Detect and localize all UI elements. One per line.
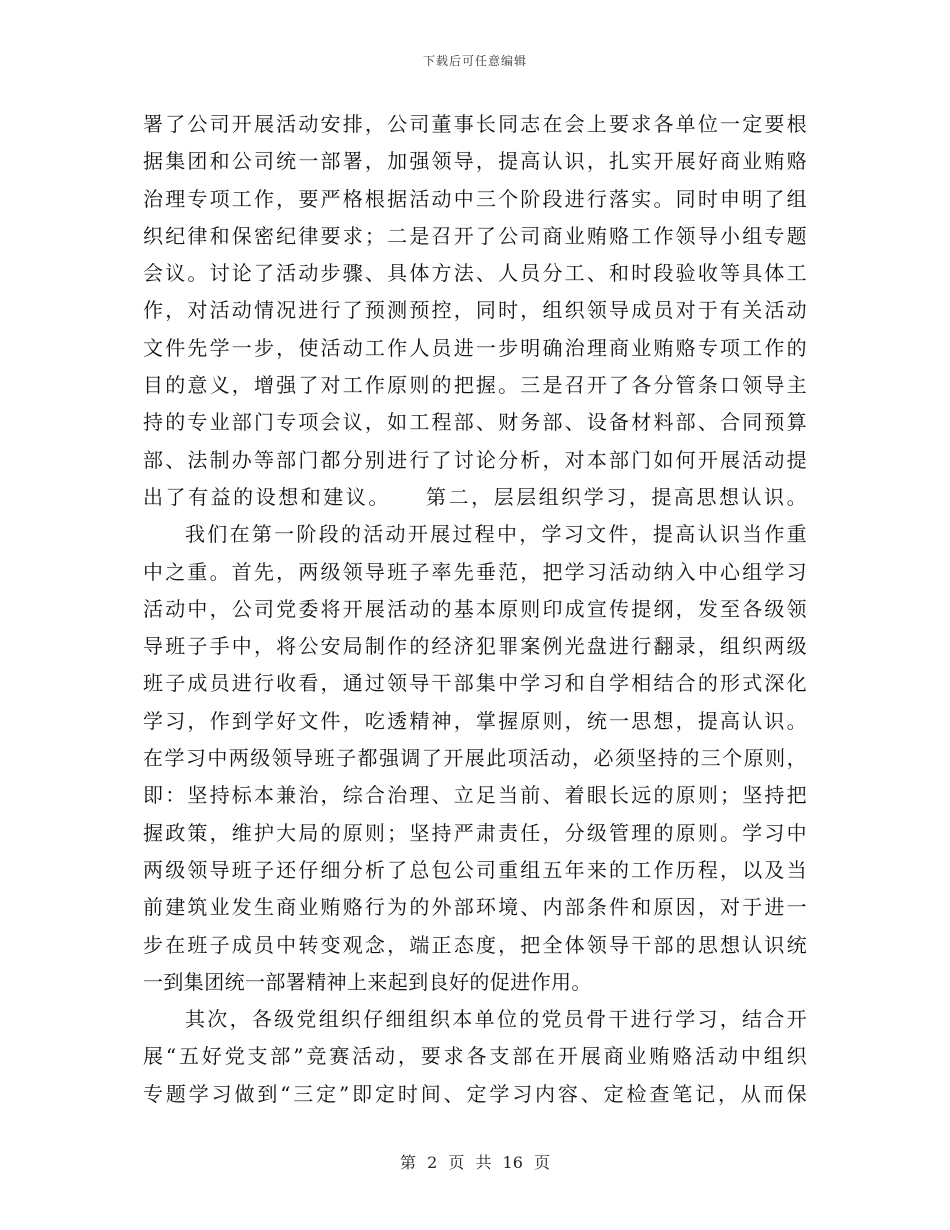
- text-line: 文件先学一步，使活动工作人员进一步明确治理商业贿赂专项工作的: [143, 335, 807, 360]
- text-line: 作，对活动情况进行了预测预控，同时，组织领导成员对于有关活动: [143, 298, 807, 323]
- paragraph-end-line: 一到集团统一部署精神上来起到良好的促进作用。: [143, 969, 592, 994]
- text-line: 前建筑业发生商业贿赂行为的外部环境、内部条件和原因，对于进一: [143, 895, 807, 920]
- text-line: 出了有益的设想和建议。 第二，层层组织学习，提高思想认识。: [143, 484, 807, 509]
- header-note: 下载后可任意编辑: [422, 54, 527, 68]
- text-line: 中之重。首先，两级领导班子率先垂范，把学习活动纳入中心组学习: [143, 559, 807, 584]
- text-line: 署了公司开展活动安排，公司董事长同志在会上要求各单位一定要根: [143, 112, 807, 136]
- text-line: 专题学习做到“三定”即定时间、定学习内容、定检查笔记，从而保: [143, 1081, 807, 1106]
- text-line: 班子成员进行收看，通过领导干部集中学习和自学相结合的形式深化: [143, 671, 807, 696]
- text-line: 部、法制办等部门都分别进行了讨论分析，对本部门如何开展活动提: [143, 447, 807, 472]
- text-line: 即：坚持标本兼治，综合治理、立足当前、着眼长远的原则；坚持把: [143, 783, 807, 808]
- text-line: 在学习中两级领导班子都强调了开展此项活动，必须坚持的三个原则，: [143, 746, 807, 771]
- text-line: 治理专项工作，要严格根据活动中三个阶段进行落实。同时申明了组: [143, 186, 807, 211]
- body-text: [143, 106, 807, 1113]
- text-line: 织纪律和保密纪律要求；二是召开了公司商业贿赂工作领导小组专题: [143, 223, 807, 248]
- text-line: 会议。讨论了活动步骤、具体方法、人员分工、和时段验收等具体工: [143, 261, 807, 286]
- text-line: 目的意义，增强了对工作原则的把握。三是召开了各分管条口领导主: [143, 373, 807, 398]
- text-line: 握政策，维护大局的原则；坚持严肃责任，分级管理的原则。学习中: [143, 820, 807, 845]
- text-line: 学习，作到学好文件，吃透精神，掌握原则，统一思想，提高认识。: [143, 708, 807, 733]
- text-line: 两级领导班子还仔细分析了总包公司重组五年来的工作历程，以及当: [143, 857, 807, 882]
- text-line: 持的专业部门专项会议，如工程部、财务部、设备材料部、合同预算: [143, 410, 807, 435]
- page-number-footer: 第 2 页 共 16 页: [400, 1153, 550, 1172]
- text-line: 导班子手中，将公安局制作的经济犯罪案例光盘进行翻录，组织两级: [143, 634, 807, 659]
- text-line: 步在班子成员中转变观念，端正态度，把全体领导干部的思想认识统: [143, 932, 807, 957]
- text-line: 展“五好党支部”竞赛活动，要求各支部在开展商业贿赂活动中组织: [143, 1044, 807, 1069]
- text-line: 活动中，公司党委将开展活动的基本原则印成宣传提纲，发至各级领: [143, 596, 807, 621]
- text-line: 据集团和公司统一部署，加强领导，提高认识，扎实开展好商业贿赂: [143, 149, 807, 174]
- paragraph-start-line: 我们在第一阶段的活动开展过程中，学习文件，提高认识当作重: [185, 522, 807, 547]
- paragraph-start-line: 其次，各级党组织仔细组织本单位的党员骨干进行学习，结合开: [185, 1007, 807, 1032]
